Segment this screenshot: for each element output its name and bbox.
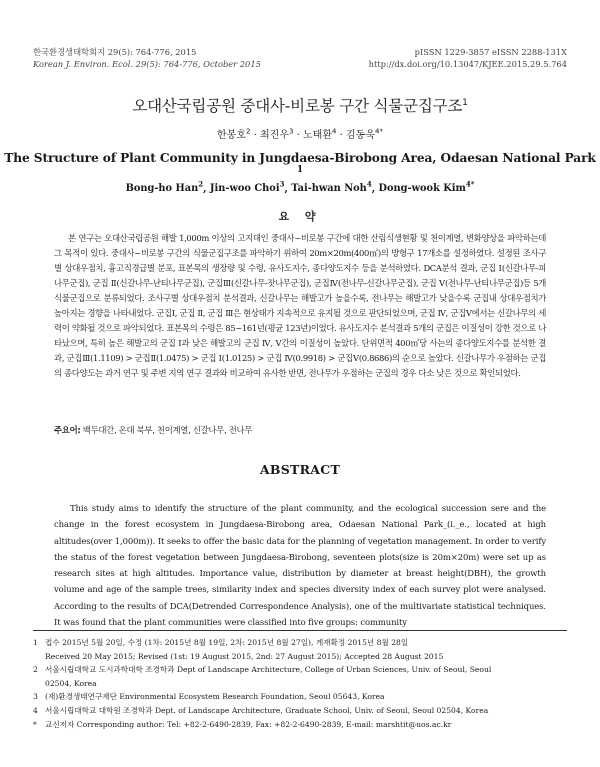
footnote-item: 3 (재)환경생태연구재단 Environmental Ecosystem Research Foundation, Seoul 05643, Korea (33, 692, 385, 702)
journal-citation-en: Korean J. Environ. Ecol. 29(5): 764-776, October 2015 (33, 59, 261, 69)
title-korean-footnote-mark: 1 (462, 97, 468, 108)
footnote-item: * 교신저자 Corresponding author: Tel: +82-2-6490-2839, Fax: +82-2-6490-2839, E-mail: marshtit@uos.ac.kr (33, 719, 452, 729)
author-kr: 최진우$^3$ (260, 127, 294, 141)
footnotes (33, 636, 567, 731)
journal-citation-kr: 한국환경생태학회지 29(5): 764-776, 2015 (33, 47, 197, 57)
author-en: Tai-hwan Noh$^4$ (291, 180, 372, 195)
title-english-footnote-mark: 1 (296, 165, 304, 175)
footnote-item: 4 서울시립대학교 대학원 조경학과 Dept. of Landscape Architecture, Graduate School, Univ. of Seoul, Seoul 02504, Korea (33, 705, 489, 715)
summary-korean: 본 연구는 오대산국립공원 해발 1,000m 이상의 고지대인 중대사~비로봉 구간에 대한 산림식생현황 및 천이계열, 변화양상을 파악하는데 그 목적이 있다. 중대사~비로봉 구간의 식물군집구조를 파악하기 위하여 20m×20m(400㎡)의 방형구 17개소를 설정하였다. 설정된 조사구별 상대우점치, 흉고직경급별 분포, 표본목의 생장량 및 수령, 유사도지수, 종다양도지수 등을 분석하였다. DCA분석 결과, 군집 Ⅰ(신갈나무-피나무군집), 군집 Ⅱ(신갈나무-난티나무군집), 군집Ⅲ(신갈나무-잣나무군집), 군집Ⅳ(전나무-신갈나무군집), 군집 Ⅴ(전나무-난티나무군집)등 5개 식물군집으로 분류되었다. 조사구별 상대우점치 분석결과, 신갈나무는 해발고가 높을수록, 전나무는 해발고가 낮을수록 군집내 상대우점치가 높아지는 경향을 나타내었다. 군집Ⅰ, 군집 Ⅱ, 군집 Ⅲ은 현상태가 지속적으로 유지될 것으로 판단되었으며, 군집 Ⅳ, 군집Ⅴ에서는 신갈나무의 세력이 약화될 것으로 파악되었다. 표본목의 수령은 85~161년(평균 123년)이었다. 유사도지수 분석결과 5개의 군집은 이질성이 강한 것으로 나타났으며, 특히 높은 해발고의 군집 Ⅰ과 낮은 해발고의 군집 Ⅳ, Ⅴ간의 이질성이 높았다. 단위면적 400㎡당 사는의 종다양도지수를 분석한 결과, 군집Ⅲ(1.1109) > 군집Ⅱ(1.0475) > 군집 Ⅰ(1.0125) > 군집 Ⅳ(0.9918) > 군집Ⅴ(0.8686)의 순으로 높았다. 신갈나무가 우점하는 군집의 종다양도는 과거 연구 및 주변 지역 연구 결과와 비교하여 유사한 반면, 전나무가 우점하는 군집의 경우 다소 낮은 것으로 확인되었다. (54, 233, 546, 378)
footnote-divider (33, 630, 567, 631)
summary-heading: 요 약 (278, 210, 322, 223)
title-english-text: The Structure of Plant Community in Jungdaesa-Birobong Area, Odaesan National Park (4, 151, 596, 165)
author-en: Bong-ho Han$^2$ (125, 180, 204, 195)
footnote-item: 2 서울시립대학교 도시과학대학 조경학과 Dept of Landscape Architecture, College of Urban Sciences, Univ. of Seoul, Seoul 02504, Korea (33, 665, 492, 688)
abstract-english: This study aims to identify the structure of the plant community, and the ecological succession sere and the change in the forest ecosystem in Jungdaesa-Birobong area, Odaesan National Park_(i._e., located at high altitudes(over 1,000m)). It seeks to offer the basic data for the planning of vegetation management. In order to verify the status of the forest vegetation between Jungdaesa-Birobong, seventeen plots(size is 20m×20m) were set up as research sites at high altitudes. Importance value, distribution by diameter at breast height(DBH), the growth volume and age of the sample trees, similarity index and species diversity index of each survey plot were analysed. According to the results of DCA(Detrended Correspondence Analysis), one of the multivariate statistical techniques. It was found that the plant communities were classified into five groups: community (54, 503, 547, 628)
journal-header (33, 46, 261, 70)
title-korean-text: 오대산국립공원 중대사-비로봉 구간 식물군집구조 (132, 97, 463, 115)
title-english (0, 151, 600, 180)
author-en: Dong-wook Kim$^{4*}$ (378, 180, 475, 195)
footnote-item: 1 접수 2015년 5월 20일, 수정 (1차: 2015년 8월 19일, 2차: 2015년 8월 27일), 게재확정 2015년 8월 28일 Received 20 May 2015; Revised (1st: 19 August 2015, 2nd: 27 August 2015); Accepted 28 August 2015 (33, 638, 444, 661)
issn-line: pISSN 1229-3857 eISSN 2288-131X (414, 47, 567, 57)
keywords-text: 백두대간, 온대 북부, 천이계열, 신갈나무, 전나무 (82, 425, 253, 435)
abstract-heading: ABSTRACT (259, 462, 341, 477)
corresponding-author-contact: 교신저자 Corresponding author: Tel: +82-2-6490-2839, Fax: +82-2-6490-2839, E-mail: marshtit@uos.ac.kr (45, 719, 452, 729)
keywords (54, 424, 546, 436)
authors-english: Bong-ho Han$^2$, Jin-woo Choi$^3$, Tai-hwan Noh$^4$, Dong-wook Kim$^{4*}$ (125, 180, 475, 195)
keywords-label: 주요어: (54, 425, 81, 435)
issn-doi-header (369, 46, 567, 70)
doi-link[interactable]: http://dx.doi.org/10.13047/KJEE.2015.29.5.764 (368, 59, 567, 69)
author-kr: 노태환$^4$ (303, 127, 337, 141)
author-en: Jin-woo Choi$^3$ (209, 180, 285, 195)
authors-korean: 한봉호$^2$ · 최진우$^3$ · 노태환$^4$ · 김동욱$^{4*}$ (217, 127, 383, 141)
author-kr: 한봉호$^2$ (217, 127, 251, 141)
title-korean (0, 94, 600, 116)
author-kr: 김동욱$^{4*}$ (346, 127, 383, 141)
